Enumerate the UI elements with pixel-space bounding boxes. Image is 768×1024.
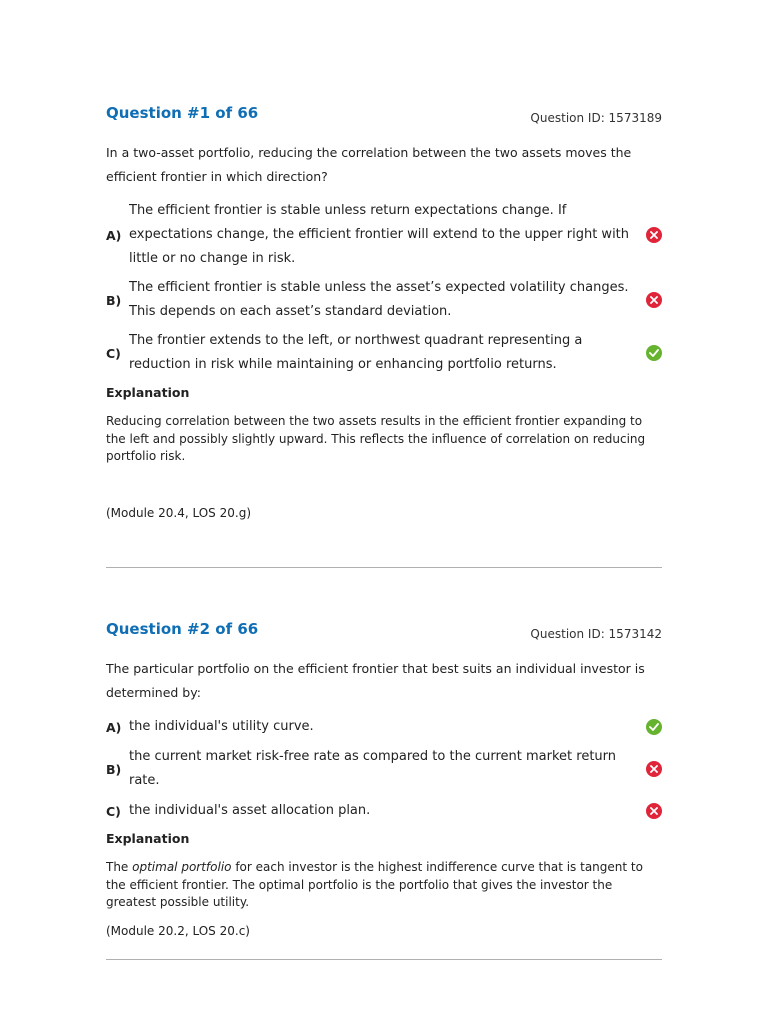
answer-option-a xyxy=(106,715,662,739)
explanation-prefix: The xyxy=(106,860,133,874)
explanation-rest: for each investor is the highest indifference curve that is tangent to the efficient frontier. The optimal portfolio is the portfolio that gives the investor the greatest possible utility. xyxy=(106,860,643,909)
answer-letter: A) xyxy=(106,227,122,243)
question-1 xyxy=(106,104,662,520)
check-circle-icon xyxy=(646,719,662,735)
question-header xyxy=(106,104,662,132)
answer-text: The frontier extends to the left, or northwest quadrant representing a reduction in risk while maintaining or enhancing portfolio returns. xyxy=(129,333,583,372)
answer-option-a xyxy=(106,199,662,271)
question-2 xyxy=(106,620,662,938)
answer-option-b xyxy=(106,745,662,793)
check-circle-icon xyxy=(646,345,662,361)
answer-text: the current market risk-free rate as compared to the current market return rate. xyxy=(129,749,617,788)
answer-text: The efficient frontier is stable unless the asset’s expected volatility changes. This depends on each asset’s standard deviation. xyxy=(129,280,629,319)
answer-letter: B) xyxy=(106,292,122,308)
question-stem: The particular portfolio on the efficient frontier that best suits an individual investor is determined by: xyxy=(106,661,645,700)
x-circle-icon xyxy=(646,761,662,777)
answer-letter: C) xyxy=(106,345,121,361)
question-title: Question #2 of 66 xyxy=(106,620,259,638)
question-id: Question ID: 1573142 xyxy=(530,627,662,641)
answer-letter: B) xyxy=(106,761,122,777)
explanation-heading: Explanation xyxy=(106,385,190,400)
question-header xyxy=(106,620,662,648)
answer-option-c xyxy=(106,329,662,377)
answer-letter: A) xyxy=(106,719,122,735)
question-stem: In a two-asset portfolio, reducing the correlation between the two assets moves the efficient frontier in which direction? xyxy=(106,145,632,184)
x-circle-icon xyxy=(646,803,662,819)
answer-option-c xyxy=(106,799,662,823)
question-title: Question #1 of 66 xyxy=(106,104,259,122)
explanation-text xyxy=(106,859,662,912)
answer-text: the individual's asset allocation plan. xyxy=(129,803,371,818)
explanation-emphasis: optimal portfolio xyxy=(132,860,232,874)
x-circle-icon xyxy=(646,292,662,308)
answer-letter: C) xyxy=(106,803,121,819)
module-reference: (Module 20.4, LOS 20.g) xyxy=(106,505,251,520)
x-circle-icon xyxy=(646,227,662,243)
divider xyxy=(106,567,662,568)
divider xyxy=(106,959,662,960)
module-reference: (Module 20.2, LOS 20.c) xyxy=(106,923,250,938)
explanation-heading: Explanation xyxy=(106,831,190,846)
answer-list xyxy=(106,715,662,823)
answer-option-b xyxy=(106,276,662,324)
answer-list xyxy=(106,199,662,377)
explanation-text: Reducing correlation between the two assets results in the efficient frontier expanding to the left and possibly slightly upward. This reflects the influence of correlation on reducing portfolio risk. xyxy=(106,414,646,463)
answer-text: The efficient frontier is stable unless return expectations change. If expectations change, the efficient frontier will extend to the upper right with little or no change in risk. xyxy=(129,203,630,266)
answer-text: the individual's utility curve. xyxy=(129,719,314,734)
question-id: Question ID: 1573189 xyxy=(530,111,662,125)
